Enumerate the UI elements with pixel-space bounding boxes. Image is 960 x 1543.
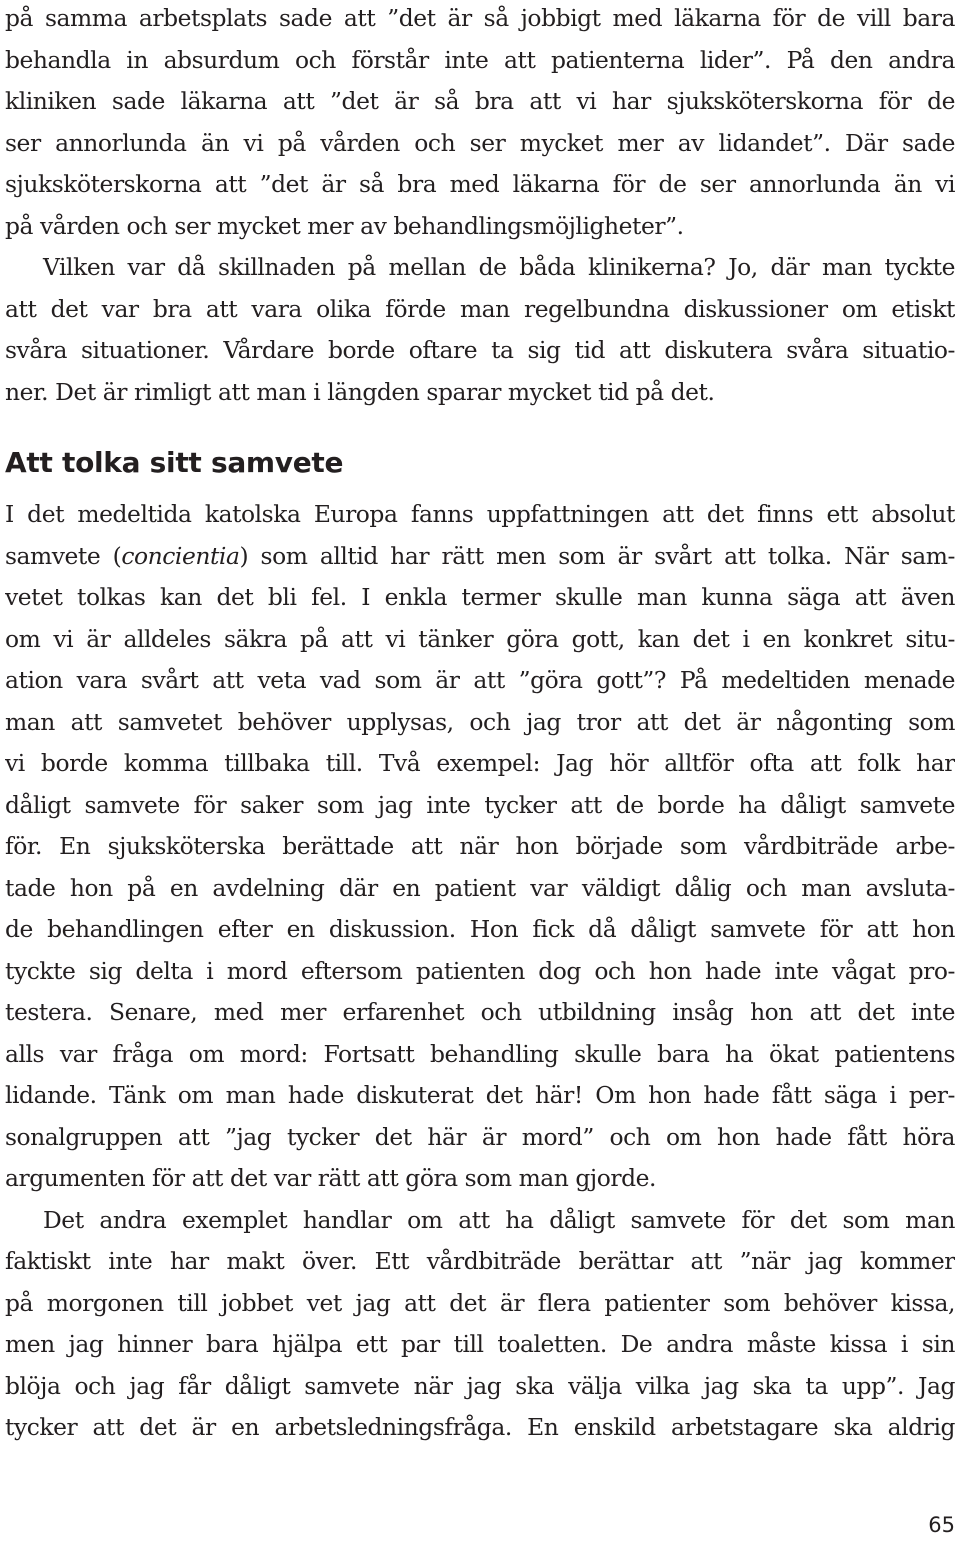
text-line: på vården och ser mycket mer av behandlingsmöjligheter”. xyxy=(5,211,684,240)
text-line: sjuksköterskorna att ”det är så bra med läkarna för de ser annorlunda än vi xyxy=(5,170,955,198)
intro-paragraphs xyxy=(5,0,955,413)
text-line: vi borde komma tillbaka till. Två exempel: Jag hör alltför ofta att folk har xyxy=(5,749,955,777)
text-line: blöja och jag får dåligt samvete när jag ska välja vilka jag ska ta upp”. Jag xyxy=(5,1371,955,1400)
text-line: för. En sjuksköterska berättade att när hon började som vårdbiträde arbe- xyxy=(5,832,955,860)
text-line: om vi är alldeles säkra på att vi tänker göra gott, kan det i en konkret situ- xyxy=(5,624,955,653)
text-line: att det var bra att vara olika förde man regelbundna diskussioner om etiskt xyxy=(5,294,955,323)
text-line: ser annorlunda än vi på vården och ser mycket mer av lidandet”. Där sade xyxy=(5,128,955,157)
text-line: men jag hinner bara hjälpa ett par till toaletten. De andra måste kissa i sin xyxy=(5,1330,955,1358)
text-line: ation vara svårt att veta vad som är att ”göra gott”? På medeltiden menade xyxy=(5,666,955,694)
text-line: Vilken var då skillnaden på mellan de båda klinikerna? Jo, där man tyckte xyxy=(43,253,955,281)
text-fragment: samvete ( xyxy=(5,541,122,570)
text-line: tade hon på en avdelning där en patient var väldigt dålig och man avsluta- xyxy=(5,873,955,902)
text-fragment: ) som alltid har rätt men som är svårt att tolka. När sam- xyxy=(239,541,955,570)
text-line: testera. Senare, med mer erfarenhet och utbildning insåg hon att det inte xyxy=(5,998,955,1026)
text-line: I det medeltida katolska Europa fanns uppfattningen att det finns ett absolut xyxy=(5,500,955,528)
section-heading: Att tolka sitt samvete xyxy=(5,446,344,479)
text-line: på morgonen till jobbet vet jag att det är flera patienter som behöver kissa, xyxy=(5,1288,955,1317)
text-line: tycker att det är en arbetsledningsfråga. En enskild arbetstagare ska aldrig xyxy=(5,1413,955,1441)
text-line: alls var fråga om mord: Fortsatt behandling skulle bara ha ökat patientens xyxy=(5,1039,955,1068)
text-line: sonalgruppen att ”jag tycker det här är mord” och om hon hade fått höra xyxy=(5,1122,955,1151)
latin-term: concientia xyxy=(121,541,240,570)
text-line: ner. Det är rimligt att man i längden sparar mycket tid på det. xyxy=(5,377,715,406)
text-line: på samma arbetsplats sade att ”det är så jobbigt med läkarna för de vill bara xyxy=(5,4,955,32)
text-line: behandla in absurdum och förstår inte att patienterna lider”. På den andra xyxy=(5,45,955,74)
page-number: 65 xyxy=(928,1513,955,1537)
text-line: de behandlingen efter en diskussion. Hon fick då dåligt samvete för att hon xyxy=(5,915,955,943)
text-line: Det andra exemplet handlar om att ha dåligt samvete för det som man xyxy=(43,1205,955,1234)
text-line: faktiskt inte har makt över. Ett vårdbiträde berättar att ”när jag kommer xyxy=(5,1247,955,1275)
text-line: tyckte sig delta i mord eftersom patienten dog och hon hade inte vågat pro- xyxy=(5,956,955,985)
text-line: kliniken sade läkarna att ”det är så bra att vi har sjuksköterskorna för de xyxy=(5,87,955,115)
text-line: lidande. Tänk om man hade diskuterat det här! Om hon hade fått säga i per- xyxy=(5,1081,955,1109)
text-line: man att samvetet behöver upplysas, och jag tror att det är någonting som xyxy=(5,707,955,736)
text-line: dåligt samvete för saker som jag inte tycker att de borde ha dåligt samvete xyxy=(5,790,955,819)
text-line-with-italic xyxy=(5,536,955,578)
text-line: vetet tolkas kan det bli fel. I enkla termer skulle man kunna säga att även xyxy=(5,583,955,611)
text-line: svåra situationer. Vårdare borde oftare ta sig tid att diskutera svåra situatio- xyxy=(5,336,955,364)
text-line: argumenten för att det var rätt att göra som man gjorde. xyxy=(5,1164,656,1192)
section-body xyxy=(5,494,955,1449)
